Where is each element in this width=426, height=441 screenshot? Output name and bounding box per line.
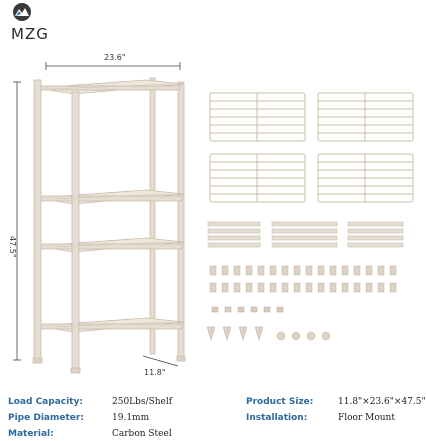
width-dimension — [46, 53, 180, 70]
spec-label: Pipe Diameter: — [8, 413, 84, 423]
shelving-unit — [33, 78, 185, 373]
panel-1 — [210, 93, 305, 141]
loose-poles — [208, 222, 403, 247]
spec-label: Load Capacity: — [8, 397, 83, 407]
plastic-clips — [210, 266, 396, 292]
brand-logo-text: MZG — [11, 25, 49, 43]
width-label: 23.6" — [104, 53, 126, 62]
shelf-bottom — [36, 318, 184, 332]
spec-value: 250Lbs/Shelf — [112, 397, 173, 407]
levelers — [207, 327, 330, 340]
shelf-2 — [36, 190, 184, 204]
spec-table — [0, 392, 426, 439]
loose-shelf-panels — [210, 93, 413, 202]
height-dimension — [8, 82, 21, 360]
depth-dimension — [143, 356, 178, 377]
spec-value: Carbon Steel — [112, 429, 172, 439]
spec-label: Installation: — [246, 413, 308, 423]
panel-3 — [210, 154, 305, 202]
height-label: 47.5" — [8, 236, 17, 258]
shelf-top — [36, 80, 184, 94]
spec-value: Floor Mount — [338, 413, 395, 423]
panel-4 — [318, 154, 413, 202]
depth-label: 11.8" — [144, 368, 166, 377]
connectors — [212, 307, 283, 312]
spec-label: Product Size: — [246, 397, 314, 407]
spec-value: 19.1mm — [112, 413, 150, 423]
spec-label: Material: — [8, 429, 54, 439]
shelf-3 — [36, 238, 184, 252]
spec-value: 11.8"×23.6"×47.5" — [338, 397, 426, 407]
mountain-logo-icon — [13, 3, 31, 21]
panel-2 — [318, 93, 413, 141]
